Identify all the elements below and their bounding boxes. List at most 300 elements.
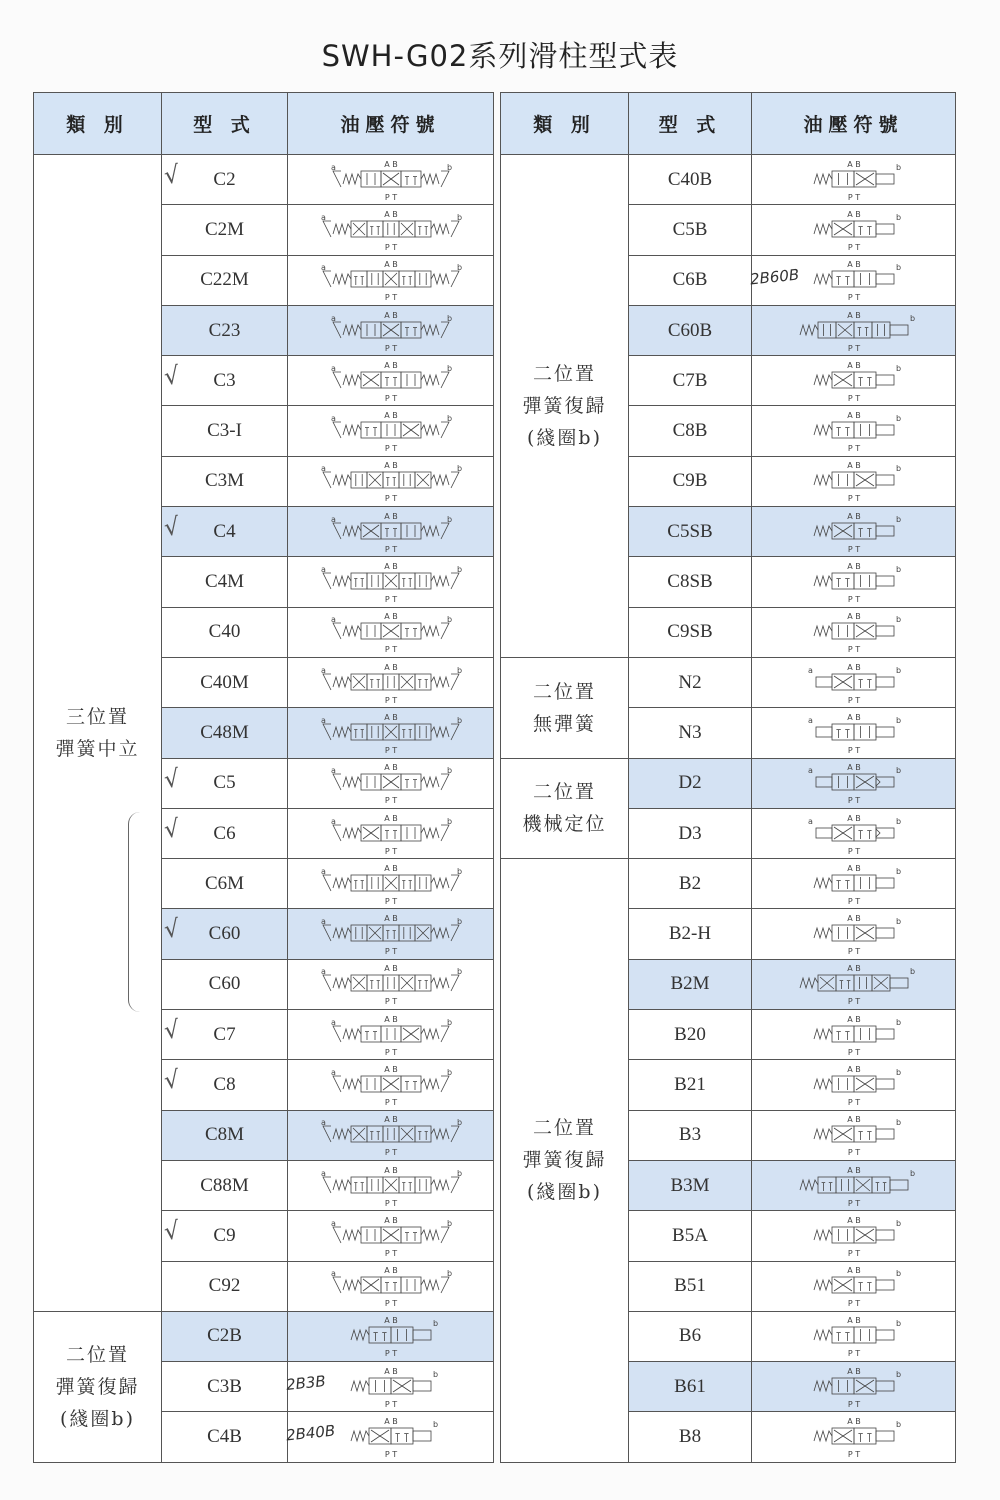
header-category: 類 別	[501, 93, 629, 155]
model-label: C5	[213, 772, 236, 794]
svg-text:A B: A B	[383, 763, 398, 773]
model-label: B51	[674, 1275, 706, 1297]
handwritten-check-mark: √	[162, 512, 182, 543]
svg-text:b: b	[446, 1017, 452, 1027]
svg-text:P T: P T	[847, 343, 860, 353]
hydraulic-symbol-icon	[301, 861, 481, 907]
symbol-cell	[752, 205, 956, 255]
model-cell	[629, 356, 752, 406]
svg-text:A B: A B	[846, 1266, 861, 1276]
svg-text:b: b	[446, 414, 452, 424]
svg-text:b: b	[432, 1420, 438, 1430]
model-cell	[162, 507, 288, 557]
svg-text:b: b	[895, 816, 901, 826]
category-label: 三位置	[65, 705, 129, 728]
hydraulic-symbol-icon	[764, 509, 944, 555]
model-label: C7	[213, 1023, 236, 1045]
svg-text:P T: P T	[847, 796, 860, 806]
svg-text:b: b	[446, 615, 452, 625]
model-label: N3	[678, 721, 702, 743]
svg-text:a: a	[330, 363, 336, 373]
svg-text:b: b	[895, 766, 901, 776]
symbol-cell	[285, 1362, 494, 1412]
table-row	[501, 758, 956, 808]
model-cell	[629, 708, 752, 758]
handwritten-check-mark: √	[162, 763, 182, 794]
symbol-cell	[288, 305, 494, 355]
svg-text:P T: P T	[384, 595, 397, 605]
handwritten-bracket	[128, 812, 149, 1012]
svg-text:b: b	[456, 565, 462, 575]
svg-text:P T: P T	[384, 645, 397, 655]
category-label: 彈簧復歸	[522, 394, 607, 417]
symbol-cell	[752, 708, 956, 758]
hydraulic-symbol-icon	[764, 911, 944, 957]
model-cell	[162, 1362, 288, 1412]
symbol-cell	[288, 155, 494, 205]
svg-text:A B: A B	[383, 511, 398, 521]
category-cell	[501, 758, 629, 859]
svg-text:P T: P T	[384, 1097, 397, 1107]
symbol-cell	[752, 406, 956, 456]
svg-text:P T: P T	[847, 242, 860, 252]
header-model: 型 式	[162, 93, 288, 155]
svg-text:b: b	[895, 1017, 901, 1027]
hydraulic-symbol-icon	[764, 157, 944, 203]
category-label: 彈簧中立	[55, 737, 140, 760]
model-cell	[629, 456, 752, 506]
svg-text:P T: P T	[847, 595, 860, 605]
svg-text:A B: A B	[383, 1215, 398, 1225]
svg-text:b: b	[456, 715, 462, 725]
hydraulic-symbol-icon	[301, 257, 481, 303]
svg-text:A B: A B	[383, 863, 398, 873]
symbol-cell	[288, 1211, 494, 1261]
svg-text:A B: A B	[383, 964, 398, 974]
symbol-cell	[288, 708, 494, 758]
model-cell	[629, 1311, 752, 1361]
hydraulic-symbol-icon	[764, 1012, 944, 1058]
svg-text:P T: P T	[384, 1047, 397, 1057]
hydraulic-symbol-icon	[301, 559, 481, 605]
svg-text:A B: A B	[846, 1417, 861, 1427]
model-label: C6	[213, 822, 236, 844]
model-label: C6B	[672, 269, 708, 291]
model-label: C2M	[204, 218, 245, 240]
svg-text:P T: P T	[847, 1299, 860, 1309]
svg-text:b: b	[456, 464, 462, 474]
svg-text:P T: P T	[847, 1399, 860, 1409]
svg-text:A B: A B	[846, 209, 861, 219]
svg-text:b: b	[446, 766, 452, 776]
hydraulic-symbol-icon	[301, 458, 481, 504]
svg-text:P T: P T	[847, 947, 860, 957]
model-label: C88M	[200, 1174, 249, 1196]
header-symbol: 油壓符號	[752, 93, 956, 155]
model-label: B61	[674, 1375, 706, 1397]
model-label: C7B	[672, 369, 708, 391]
svg-text:P T: P T	[384, 343, 397, 353]
svg-text:A B: A B	[846, 1316, 861, 1326]
model-cell	[629, 758, 752, 808]
svg-text:P T: P T	[847, 444, 860, 454]
svg-text:a: a	[330, 816, 336, 826]
hydraulic-symbol-icon	[764, 1163, 944, 1209]
category-label: 二位置	[532, 362, 596, 385]
handwritten-note: 2B60B	[749, 265, 801, 289]
model-label: C3	[213, 369, 236, 391]
svg-text:P T: P T	[847, 1047, 860, 1057]
svg-text:a: a	[330, 313, 336, 323]
svg-text:a: a	[330, 514, 336, 524]
svg-text:b: b	[456, 263, 462, 273]
symbol-cell	[752, 305, 956, 355]
hydraulic-symbol-icon	[764, 609, 944, 655]
svg-text:b: b	[909, 1168, 915, 1178]
svg-text:A B: A B	[383, 914, 398, 924]
symbol-cell	[752, 1160, 956, 1210]
handwritten-note: 2B40B	[285, 1421, 337, 1445]
svg-text:b: b	[895, 1118, 901, 1128]
svg-text:P T: P T	[847, 192, 860, 202]
model-label: N2	[678, 671, 702, 693]
svg-text:b: b	[895, 363, 901, 373]
svg-text:b: b	[895, 715, 901, 725]
category-cell	[34, 155, 162, 1312]
model-cell	[629, 205, 752, 255]
svg-text:A B: A B	[846, 260, 861, 270]
model-cell	[162, 255, 288, 305]
hydraulic-symbol-icon	[764, 660, 944, 706]
svg-text:P T: P T	[384, 1299, 397, 1309]
symbol-cell	[752, 1412, 956, 1462]
svg-text:P T: P T	[847, 1148, 860, 1158]
svg-text:A B: A B	[846, 411, 861, 421]
model-cell	[162, 155, 288, 205]
svg-text:P T: P T	[384, 796, 397, 806]
svg-text:b: b	[446, 1218, 452, 1228]
model-label: C9SB	[667, 621, 713, 643]
hydraulic-symbol-icon	[301, 1012, 481, 1058]
model-label: C9	[213, 1224, 236, 1246]
svg-text:b: b	[446, 162, 452, 172]
model-label: C8M	[204, 1124, 245, 1146]
model-cell	[162, 1010, 288, 1060]
model-label: C4B	[207, 1426, 242, 1448]
symbol-cell	[288, 255, 494, 305]
hydraulic-symbol-icon	[301, 710, 481, 756]
svg-text:P T: P T	[384, 947, 397, 957]
svg-text:a: a	[320, 464, 326, 474]
svg-text:A B: A B	[846, 813, 861, 823]
model-cell	[162, 1311, 288, 1361]
model-label: B2M	[670, 973, 710, 995]
header-model: 型 式	[629, 93, 752, 155]
svg-text:a: a	[807, 766, 813, 776]
symbol-cell	[752, 959, 956, 1009]
model-label: C5B	[672, 218, 708, 240]
svg-text:P T: P T	[847, 695, 860, 705]
svg-text:A B: A B	[846, 1366, 861, 1376]
svg-text:P T: P T	[847, 645, 860, 655]
svg-text:b: b	[456, 967, 462, 977]
symbol-cell	[288, 657, 494, 707]
model-cell	[162, 808, 288, 858]
model-label: C60B	[667, 319, 713, 341]
handwritten-check-mark: √	[162, 160, 182, 190]
svg-text:b: b	[895, 1420, 901, 1430]
hydraulic-symbol-icon	[301, 1313, 481, 1359]
hydraulic-symbol-icon	[301, 509, 481, 555]
model-label: C2B	[207, 1325, 242, 1347]
model-label: C3-I	[207, 420, 242, 442]
hydraulic-symbol-icon	[764, 559, 944, 605]
svg-text:P T: P T	[384, 293, 397, 303]
symbol-cell	[752, 1362, 956, 1412]
hydraulic-symbol-icon	[301, 358, 481, 404]
symbol-cell	[288, 1160, 494, 1210]
model-cell	[162, 406, 288, 456]
svg-text:P T: P T	[384, 444, 397, 454]
svg-text:A B: A B	[846, 1014, 861, 1024]
symbol-cell	[752, 356, 956, 406]
svg-text:A B: A B	[846, 763, 861, 773]
model-cell	[162, 1160, 288, 1210]
svg-text:b: b	[895, 514, 901, 524]
model-label: C3B	[207, 1375, 242, 1397]
symbol-cell	[752, 909, 956, 959]
svg-text:A B: A B	[846, 1064, 861, 1074]
svg-text:P T: P T	[384, 544, 397, 554]
svg-text:b: b	[456, 665, 462, 675]
hydraulic-symbol-icon	[301, 1163, 481, 1209]
svg-text:A B: A B	[383, 1115, 398, 1125]
svg-text:P T: P T	[384, 242, 397, 252]
model-cell	[629, 507, 752, 557]
model-label: C4	[213, 520, 236, 542]
svg-text:a: a	[330, 1269, 336, 1279]
svg-text:a: a	[320, 917, 326, 927]
model-cell	[629, 155, 752, 205]
model-cell	[162, 959, 288, 1009]
svg-text:b: b	[895, 1269, 901, 1279]
symbol-cell	[752, 1010, 956, 1060]
svg-text:P T: P T	[847, 896, 860, 906]
model-label: C60	[208, 973, 241, 995]
svg-text:A B: A B	[846, 159, 861, 169]
model-label: B5A	[672, 1224, 708, 1246]
model-label: C92	[208, 1275, 241, 1297]
symbol-cell	[288, 1110, 494, 1160]
hydraulic-symbol-icon	[764, 458, 944, 504]
svg-text:b: b	[456, 866, 462, 876]
svg-text:a: a	[320, 212, 326, 222]
hydraulic-symbol-icon	[764, 1213, 944, 1259]
model-label: C6M	[204, 872, 245, 894]
svg-text:a: a	[320, 565, 326, 575]
header-category: 類 別	[34, 93, 162, 155]
model-label: C48M	[200, 721, 249, 743]
category-label: (綫圈b)	[60, 1407, 135, 1430]
svg-text:A B: A B	[846, 360, 861, 370]
svg-text:A B: A B	[383, 662, 398, 672]
model-cell	[162, 1412, 288, 1462]
model-cell	[629, 1362, 752, 1412]
model-cell	[162, 657, 288, 707]
model-cell	[629, 909, 752, 959]
symbol-cell	[752, 859, 956, 909]
svg-text:b: b	[895, 917, 901, 927]
model-cell	[162, 305, 288, 355]
category-label: 二位置	[532, 1117, 596, 1140]
model-label: C60	[208, 923, 241, 945]
symbol-cell	[288, 557, 494, 607]
svg-text:P T: P T	[847, 544, 860, 554]
hydraulic-symbol-icon	[301, 207, 481, 253]
svg-text:P T: P T	[847, 997, 860, 1007]
model-cell	[629, 1010, 752, 1060]
svg-text:P T: P T	[847, 745, 860, 755]
category-label: 彈簧復歸	[55, 1375, 140, 1398]
symbol-cell	[288, 1311, 494, 1361]
model-label: B3	[678, 1124, 702, 1146]
symbol-cell	[288, 959, 494, 1009]
svg-text:P T: P T	[847, 846, 860, 856]
hydraulic-symbol-icon	[301, 1364, 481, 1410]
category-label: 彈簧復歸	[522, 1149, 607, 1172]
svg-text:a: a	[320, 1118, 326, 1128]
symbol-cell	[752, 1211, 956, 1261]
svg-text:a: a	[320, 866, 326, 876]
hydraulic-symbol-icon	[764, 1062, 944, 1108]
table-row	[501, 859, 956, 909]
model-cell	[162, 356, 288, 406]
hydraulic-symbol-icon	[301, 1213, 481, 1259]
symbol-cell	[752, 758, 956, 808]
category-label: (綫圈b)	[527, 426, 602, 449]
svg-text:A B: A B	[383, 1417, 398, 1427]
svg-text:b: b	[895, 263, 901, 273]
svg-text:P T: P T	[384, 1148, 397, 1158]
model-label: C40B	[667, 168, 713, 190]
model-cell	[629, 1261, 752, 1311]
svg-text:A B: A B	[383, 461, 398, 471]
hydraulic-symbol-icon	[764, 1313, 944, 1359]
hydraulic-symbol-icon	[301, 1112, 481, 1158]
hydraulic-symbol-icon	[301, 609, 481, 655]
model-label: C9B	[672, 470, 708, 492]
hydraulic-symbol-icon	[764, 308, 944, 354]
svg-text:P T: P T	[384, 1198, 397, 1208]
model-cell	[629, 557, 752, 607]
model-label: C2	[213, 168, 236, 190]
svg-text:A B: A B	[383, 411, 398, 421]
model-cell	[162, 708, 288, 758]
svg-text:A B: A B	[846, 712, 861, 722]
svg-text:b: b	[895, 414, 901, 424]
svg-text:b: b	[895, 212, 901, 222]
model-label: B21	[674, 1073, 706, 1095]
svg-text:P T: P T	[847, 293, 860, 303]
model-cell	[162, 1261, 288, 1311]
hydraulic-symbol-icon	[301, 660, 481, 706]
hydraulic-symbol-icon	[764, 861, 944, 907]
svg-text:P T: P T	[384, 695, 397, 705]
symbol-cell	[288, 406, 494, 456]
hydraulic-symbol-icon	[301, 811, 481, 857]
hydraulic-symbol-icon	[764, 408, 944, 454]
svg-text:A B: A B	[846, 562, 861, 572]
table-row	[34, 1311, 494, 1361]
symbol-cell	[288, 808, 494, 858]
model-cell	[629, 1211, 752, 1261]
svg-text:P T: P T	[384, 1248, 397, 1258]
svg-text:A B: A B	[846, 612, 861, 622]
category-cell	[501, 657, 629, 758]
svg-text:b: b	[446, 313, 452, 323]
symbol-cell	[752, 607, 956, 657]
model-label: B20	[674, 1023, 706, 1045]
hydraulic-symbol-icon	[764, 961, 944, 1007]
svg-text:b: b	[456, 1168, 462, 1178]
svg-text:A B: A B	[383, 712, 398, 722]
model-label: B2	[678, 872, 702, 894]
svg-text:b: b	[895, 615, 901, 625]
svg-text:A B: A B	[383, 1366, 398, 1376]
svg-text:b: b	[432, 1369, 438, 1379]
symbol-cell	[288, 607, 494, 657]
svg-text:A B: A B	[383, 1266, 398, 1276]
svg-text:A B: A B	[383, 1165, 398, 1175]
svg-text:b: b	[909, 967, 915, 977]
model-cell	[629, 1160, 752, 1210]
svg-text:A B: A B	[383, 260, 398, 270]
model-cell	[162, 1110, 288, 1160]
symbol-cell	[752, 1110, 956, 1160]
svg-text:P T: P T	[384, 745, 397, 755]
model-cell	[629, 305, 752, 355]
svg-text:b: b	[895, 665, 901, 675]
svg-text:A B: A B	[846, 964, 861, 974]
svg-text:A B: A B	[846, 1115, 861, 1125]
page-title: SWH-G02系列滑柱型式表	[321, 39, 679, 73]
model-label: C8	[213, 1073, 236, 1095]
svg-text:b: b	[895, 1218, 901, 1228]
svg-text:P T: P T	[384, 393, 397, 403]
model-label: B8	[678, 1426, 702, 1448]
svg-text:A B: A B	[846, 1215, 861, 1225]
model-label: C4M	[204, 571, 245, 593]
svg-text:a: a	[320, 1168, 326, 1178]
symbol-cell	[288, 758, 494, 808]
table-row	[34, 155, 494, 205]
svg-text:a: a	[320, 967, 326, 977]
svg-text:b: b	[446, 1067, 452, 1077]
svg-text:b: b	[432, 1319, 438, 1329]
svg-text:b: b	[456, 212, 462, 222]
model-cell	[629, 859, 752, 909]
svg-text:b: b	[895, 1067, 901, 1077]
svg-text:P T: P T	[384, 846, 397, 856]
hydraulic-symbol-icon	[764, 811, 944, 857]
model-cell	[162, 1060, 288, 1110]
category-cell	[501, 155, 629, 658]
svg-text:a: a	[330, 766, 336, 776]
model-cell	[629, 1110, 752, 1160]
svg-text:b: b	[446, 514, 452, 524]
hydraulic-symbol-icon	[764, 710, 944, 756]
handwritten-check-mark: √	[162, 1065, 182, 1096]
